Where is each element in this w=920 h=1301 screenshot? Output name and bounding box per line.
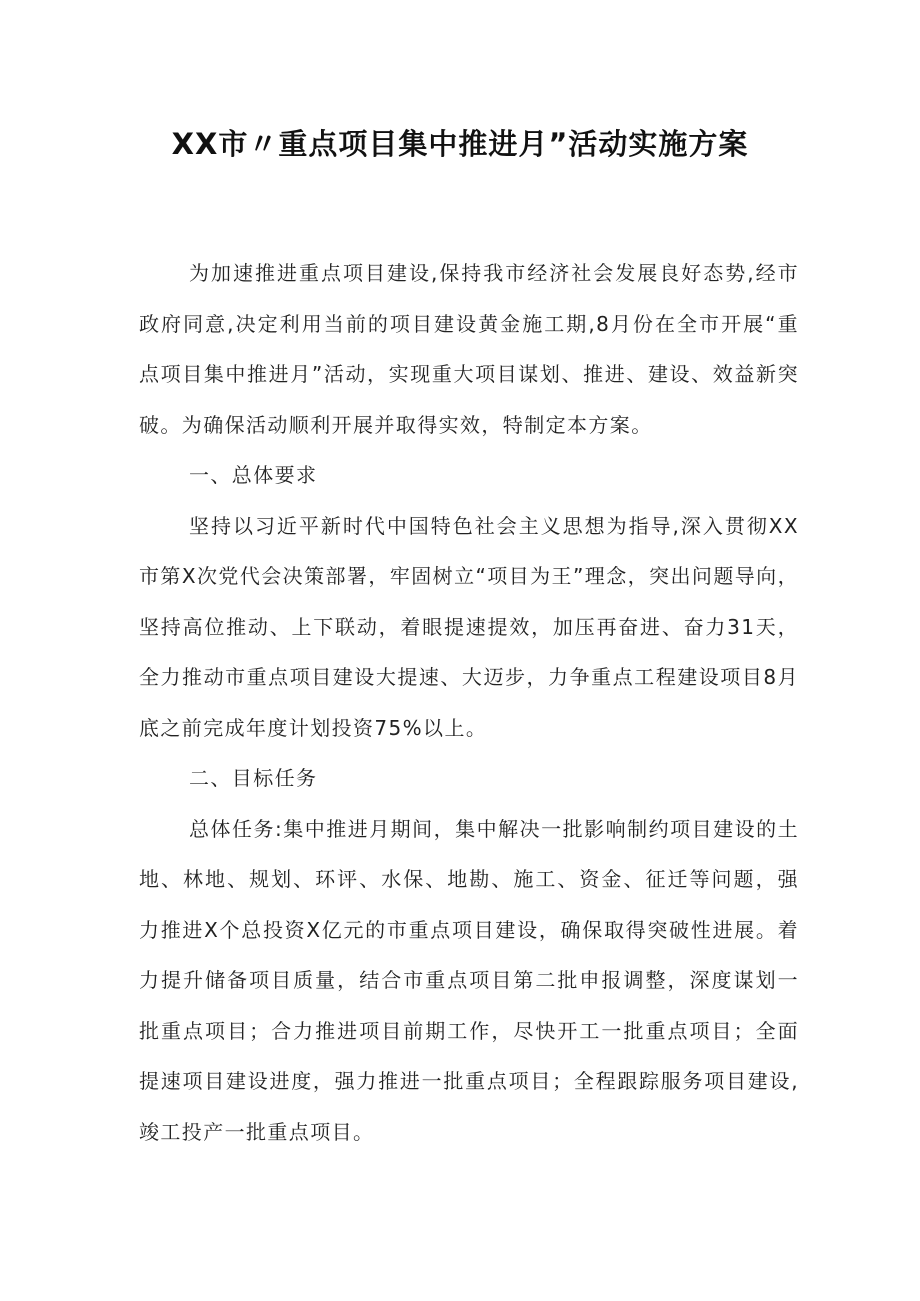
section-heading-goals-tasks: 二、目标任务 (189, 766, 318, 790)
section-paragraph-general-requirements: 坚持以习近平新时代中国特色社会主义思想为指导,深入贯彻XX市第X次党代会决策部署，牢固树立“项目为王”理念，突出问题导向，坚持高位推动、上下联动，着眼提速提效，加压再奋进、奋力31天，全力推动市重点项目建设大提速、大迈步，力争重点工程建设项目8月底之前完成年度计划投资75%以上。 (139, 513, 799, 740)
section-heading-general-requirements: 一、总体要求 (189, 463, 318, 487)
document-body (139, 248, 799, 1157)
intro-paragraph: 为加速推进重点项目建设,保持我市经济社会发展良好态势,经市政府同意,决定利用当前的项目建设黄金施工期,8月份在全市开展“重点项目集中推进月”活动，实现重大项目谋划、推进、建设、效益新突破。为确保活动顺利开展并取得实效，特制定本方案。 (139, 261, 799, 437)
section-paragraph-goals-tasks: 总体任务:集中推进月期间，集中解决一批影响制约项目建设的土地、林地、规划、环评、水保、地勘、施工、资金、征迁等问题，强力推进X个总投资X亿元的市重点项目建设，确保取得突破性进展。着力提升储备项目质量，结合市重点项目第二批申报调整，深度谋划一批重点项目；合力推进项目前期工作，尽快开工一批重点项目；全面提速项目建设进度，强力推进一批重点项目；全程跟踪服务项目建设,竣工投产一批重点项目。 (139, 816, 799, 1144)
document-title: XX市〃重点项目集中推进月”活动实施方案 (171, 127, 749, 161)
